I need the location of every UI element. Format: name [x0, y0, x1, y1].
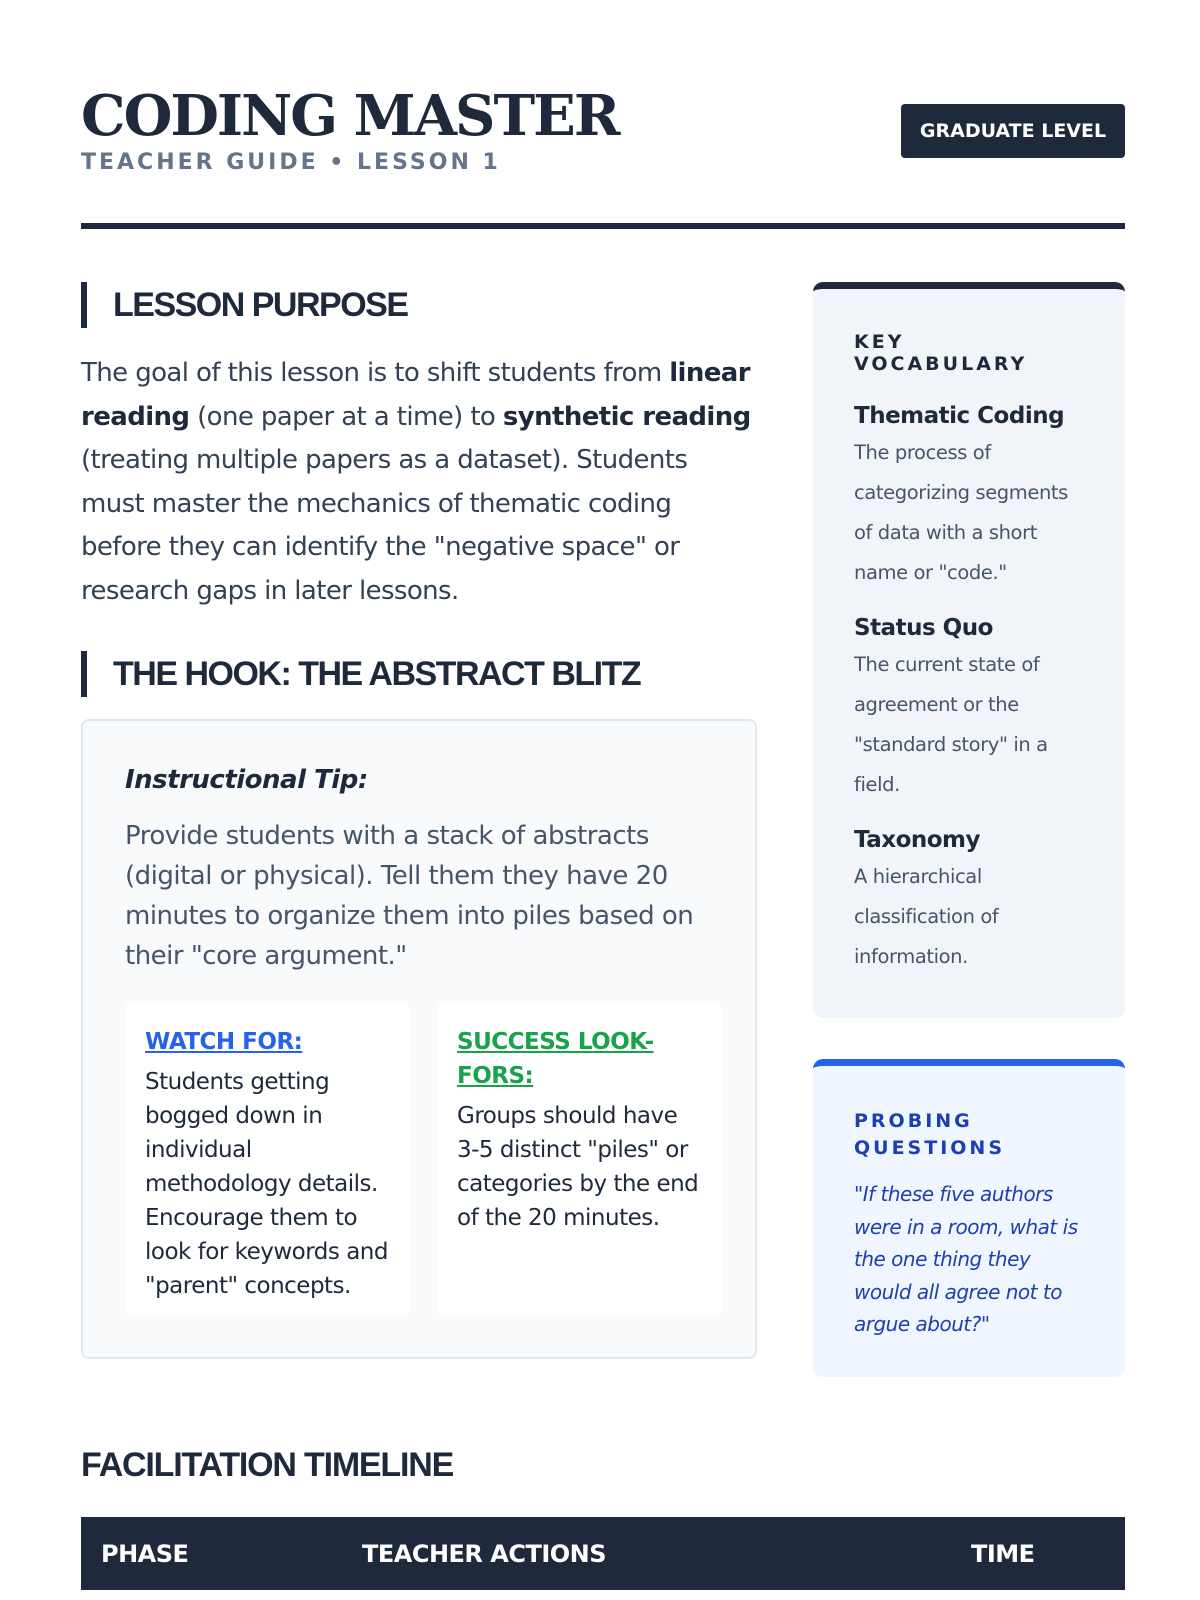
vocab-term: Taxonomy — [854, 827, 981, 853]
probing-question-quote: "If these five authors were in a room, what is the one thing they would all agree not to argue about?" — [854, 1182, 1078, 1336]
level-badge: GRADUATE LEVEL — [901, 104, 1125, 158]
vocab-definition: A hierarchical classification of information. — [854, 865, 999, 968]
watch-for-text: Students getting bogged down in individual methodology details. Encourage them to look for keywords and "parent" concepts. — [145, 1069, 388, 1299]
tip-body: Provide students with a stack of abstracts (digital or physical). Tell them they have 20 minutes to organize them into piles based on their "core argument." — [125, 821, 694, 971]
success-look-fors-text: Groups should have 3-5 distinct "piles" or categories by the end of the 20 minutes. — [457, 1103, 699, 1231]
column-header-phase: PHASE — [101, 1539, 189, 1568]
synthetic-reading-term: synthetic reading — [502, 401, 751, 432]
page-header — [81, 84, 1125, 229]
vocab-term: Thematic Coding — [854, 403, 1065, 429]
timeline-table-header — [81, 1517, 1125, 1590]
main-column — [81, 282, 757, 1359]
lesson-purpose-heading: LESSON PURPOSE — [81, 282, 757, 328]
hook-heading: THE HOOK: THE ABSTRACT BLITZ — [81, 651, 757, 697]
vocab-term: Status Quo — [854, 615, 993, 641]
vocab-definition: The current state of agreement or the "standard story" in a field. — [854, 653, 1048, 796]
key-vocabulary-panel — [813, 282, 1125, 1018]
linear-reading-term: linear reading — [81, 358, 750, 432]
page-title: CODING MASTER — [81, 83, 619, 149]
success-look-fors-label: SUCCESS LOOK-FORS: — [457, 1029, 654, 1089]
tip-title: Instructional Tip: — [125, 765, 368, 795]
page-subtitle: TEACHER GUIDE • LESSON 1 — [81, 150, 501, 175]
lesson-purpose-text: The goal of this lesson is to shift students from linear reading (one paper at a time) to synthetic reading (treating multiple papers as a dataset). Students must master the mechanics of thematic coding before they can identify the "negative space" or research gaps in later lessons. — [81, 358, 751, 606]
probing-questions-panel — [813, 1059, 1125, 1377]
facilitation-timeline-heading: FACILITATION TIMELINE — [81, 1446, 454, 1484]
vocab-definition: The process of categorizing segments of data with a short name or "code." — [854, 441, 1068, 584]
column-header-time: TIME — [971, 1539, 1035, 1568]
success-look-fors-card — [437, 1003, 721, 1315]
instructional-tip-box — [81, 719, 757, 1359]
watch-for-card — [125, 1003, 409, 1315]
column-header-teacher-actions: TEACHER ACTIONS — [362, 1539, 607, 1568]
probing-questions-label: PROBING QUESTIONS — [854, 1110, 1006, 1159]
key-vocabulary-label: KEY VOCABULARY — [854, 331, 1028, 375]
watch-for-label: WATCH FOR: — [145, 1029, 303, 1055]
